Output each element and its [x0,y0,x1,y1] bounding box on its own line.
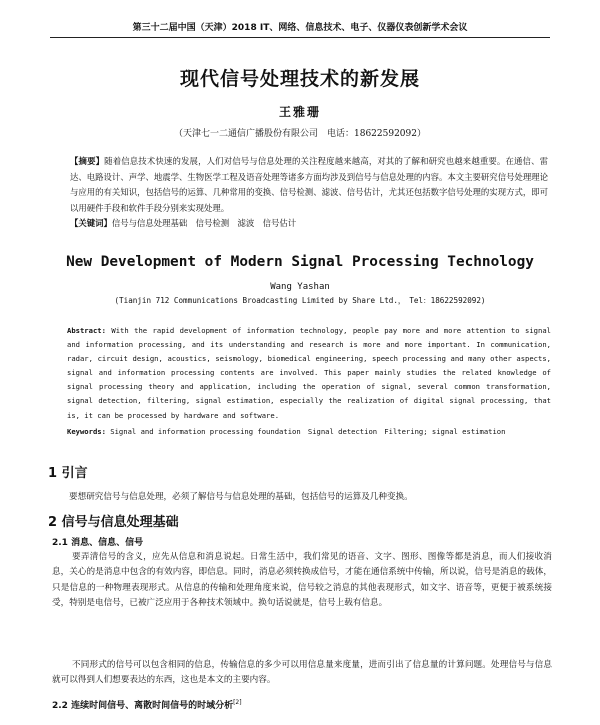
abstract-cn [70,154,548,232]
subsection-2-1-paragraph-2: 不同形式的信号可以包含相同的信息，传输信息的多少可以用信息量来度量，进而引出了信息量的计算问题。处理信号与信息就可以得到人们想要表达的东西，这也是本文的主要内容。 [52,660,552,686]
subsection-2-1-paragraph-1: 要弄清信号的含义，应先从信息和消息说起。日常生活中，我们常见的语音、文字、图形、图像等都是消息，而人们接收消息，关心的是消息中包含的有效内容，即信息。同时，消息必须转换成信号，才能在通信系统中传输，所以说，信号是消息的载体，只是信息的一种物理表现形式。从信息的传输和处理角度来说，信号较之消息的其他表现形式，如文字、语音等，更便于被系统接受，特别是电信号，已被广泛应用于各种技术领域中。换句话说就是，信号上载有信息。 [52,552,552,608]
abstract-cn-text: 随着信息技术快速的发展，人们对信号与信息处理的关注程度越来越高，对其的了解和研究也越来越重要。在通信、雷达、电路设计、声学、地震学、生物医学工程及语音处理等诸多方面均涉及到信号与信息处理的内容。本文主要研究信号处理理论与应用的有关知识，包括信号的运算、几种常用的变换、信号检测、滤波、信号估计，尤其还包括数字信号处理的实现方式，即可以用硬件手段和软件手段分别来实现处理。 [70,156,548,213]
conference-header: 第三十二届中国（天津）2018 IT、网络、信息技术、电子、仪器仪表创新学术会议 [132,23,468,33]
abstract-en-label: Abstract: [67,326,106,335]
header-rule [50,37,550,38]
section-1-paragraph: 要想研究信号与信息处理，必须了解信号与信息处理的基础，包括信号的运算及几种变换。 [69,492,413,502]
keywords-cn-text: 信号与信息处理基础 信号检测 滤波 信号估计 [111,218,297,228]
section-2-heading: 2 信号与信息处理基础 [48,515,179,530]
paper-title-en: New Development of Modern Signal Processing Technology [66,254,534,270]
section-1-heading: 1 引言 [48,466,88,481]
subsection-2-1-heading: 2.1 消息、信息、信号 [52,538,144,548]
keywords-en-text: Signal and information processing foundation Signal detection Filtering; signal estimation [110,426,506,436]
abstract-en [67,324,551,439]
author-en: Wang Yashan [270,282,330,292]
affiliation-en: (Tianjin 712 Communications Broadcasting Limited by Share Ltd.， Tel：18622592092) [114,296,486,305]
keywords-en-label: Keywords: [67,426,106,436]
abstract-en-text: With the rapid development of information technology, people pay more and more attention to signal and information processing, and its understanding and research is more and more important. In communication, radar, circuit design, acoustics, seismology, biomedical engineering, speech processing and many other aspects, signal and information processing contents are involved. This paper mainly studies the related knowledge of signal processing theory and application, including the operation of signal, several common transformation, signal detection, filtering, signal estimation, especially the realization of digital signal processing, that is, it can be processed by hardware and software. [67,326,551,420]
paper-title-cn: 现代信号处理技术的新发展 [179,68,420,90]
citation-ref[interactable]: [2] [233,699,242,706]
affiliation-cn: （天津七一二通信广播股份有限公司 电话：18622592092） [174,129,426,139]
keywords-cn-label: 【关键词】 [70,218,112,228]
subsection-2-2-title: 2.2 连续时间信号、离散时间信号的时域分析 [52,701,234,711]
subsection-2-2-heading [52,698,242,711]
author-cn: 王雅珊 [278,105,321,119]
abstract-cn-label: 【摘要】 [70,156,105,166]
